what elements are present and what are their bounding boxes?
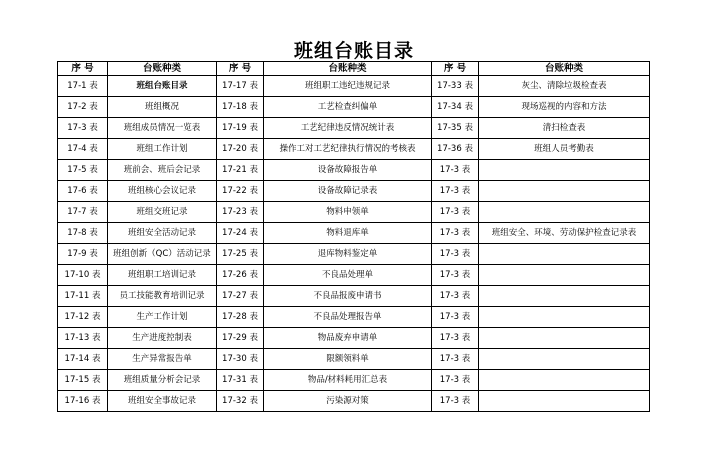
serial-cell: 17-3 表 (432, 244, 479, 265)
table-row (58, 97, 650, 118)
table-row (58, 181, 650, 202)
serial-cell: 17-3 表 (432, 370, 479, 391)
ledger-type-cell: 物品废弃申请单 (264, 328, 432, 349)
serial-cell: 17-29 表 (217, 328, 264, 349)
ledger-type-cell: 班组台账目录 (108, 76, 217, 97)
serial-cell: 17-3 表 (432, 286, 479, 307)
serial-cell: 17-2 表 (58, 97, 108, 118)
serial-cell: 17-23 表 (217, 202, 264, 223)
serial-cell: 17-3 表 (432, 391, 479, 412)
table-row (58, 286, 650, 307)
ledger-type-cell: 班组安全事故记录 (108, 391, 217, 412)
ledger-type-cell: 现场巡视的内容和方法 (479, 97, 650, 118)
serial-cell: 17-28 表 (217, 307, 264, 328)
header-serial: 序 号 (432, 62, 479, 76)
ledger-type-cell (479, 391, 650, 412)
serial-cell: 17-10 表 (58, 265, 108, 286)
serial-cell: 17-24 表 (217, 223, 264, 244)
serial-cell: 17-6 表 (58, 181, 108, 202)
ledger-type-cell (479, 286, 650, 307)
ledger-type-cell (479, 265, 650, 286)
header-ledger-type: 台账种类 (108, 62, 217, 76)
serial-cell: 17-4 表 (58, 139, 108, 160)
serial-cell: 17-3 表 (432, 328, 479, 349)
serial-cell: 17-5 表 (58, 160, 108, 181)
ledger-type-cell: 限额领料单 (264, 349, 432, 370)
ledger-type-cell (479, 307, 650, 328)
serial-cell: 17-30 表 (217, 349, 264, 370)
header-ledger-type: 台账种类 (479, 62, 650, 76)
serial-cell: 17-32 表 (217, 391, 264, 412)
ledger-type-cell: 生产进度控制表 (108, 328, 217, 349)
serial-cell: 17-27 表 (217, 286, 264, 307)
serial-cell: 17-26 表 (217, 265, 264, 286)
ledger-type-cell: 不良品处理报告单 (264, 307, 432, 328)
serial-cell: 17-25 表 (217, 244, 264, 265)
serial-cell: 17-8 表 (58, 223, 108, 244)
serial-cell: 17-12 表 (58, 307, 108, 328)
table-row (58, 160, 650, 181)
header-ledger-type: 台账种类 (264, 62, 432, 76)
ledger-type-cell (479, 160, 650, 181)
ledger-type-cell: 操作工对工艺纪律执行情况的考核表 (264, 139, 432, 160)
ledger-type-cell: 工艺纪律违反情况统计表 (264, 118, 432, 139)
ledger-type-cell: 物品/材料耗用汇总表 (264, 370, 432, 391)
table-row (58, 349, 650, 370)
serial-cell: 17-19 表 (217, 118, 264, 139)
ledger-type-cell (479, 202, 650, 223)
serial-cell: 17-3 表 (432, 223, 479, 244)
ledger-type-cell: 班组人员考勤表 (479, 139, 650, 160)
table-row (58, 118, 650, 139)
serial-cell: 17-18 表 (217, 97, 264, 118)
serial-cell: 17-31 表 (217, 370, 264, 391)
serial-cell: 17-13 表 (58, 328, 108, 349)
ledger-type-cell: 生产异常报告单 (108, 349, 217, 370)
header-serial: 序 号 (58, 62, 108, 76)
ledger-type-cell: 物料申领单 (264, 202, 432, 223)
serial-cell: 17-1 表 (58, 76, 108, 97)
table-row (58, 139, 650, 160)
ledger-type-cell: 物料退库单 (264, 223, 432, 244)
table-row (58, 391, 650, 412)
serial-cell: 17-14 表 (58, 349, 108, 370)
ledger-type-cell: 员工技能教育培训记录 (108, 286, 217, 307)
serial-cell: 17-3 表 (432, 265, 479, 286)
ledger-type-cell (479, 181, 650, 202)
serial-cell: 17-3 表 (432, 307, 479, 328)
serial-cell: 17-11 表 (58, 286, 108, 307)
ledger-type-cell: 班组创新（QC）活动记录 (108, 244, 217, 265)
serial-cell: 17-36 表 (432, 139, 479, 160)
table-row (58, 244, 650, 265)
ledger-type-cell: 设备故障记录表 (264, 181, 432, 202)
table-row (58, 202, 650, 223)
serial-cell: 17-33 表 (432, 76, 479, 97)
ledger-type-cell: 班组交班记录 (108, 202, 217, 223)
ledger-type-cell: 不良品报废申请书 (264, 286, 432, 307)
serial-cell: 17-3 表 (432, 160, 479, 181)
ledger-type-cell: 生产工作计划 (108, 307, 217, 328)
serial-cell: 17-17 表 (217, 76, 264, 97)
serial-cell: 17-22 表 (217, 181, 264, 202)
header-row (58, 62, 650, 76)
serial-cell: 17-15 表 (58, 370, 108, 391)
page-title: 班组台账目录 (293, 40, 414, 62)
serial-cell: 17-3 表 (432, 202, 479, 223)
table-body (58, 76, 650, 412)
table-row (58, 223, 650, 244)
ledger-type-cell (479, 328, 650, 349)
table-row (58, 307, 650, 328)
table-row (58, 328, 650, 349)
table-row (58, 76, 650, 97)
serial-cell: 17-20 表 (217, 139, 264, 160)
ledger-type-cell: 班组概况 (108, 97, 217, 118)
serial-cell: 17-3 表 (58, 118, 108, 139)
ledger-type-cell: 班组核心会议记录 (108, 181, 217, 202)
ledger-type-cell (479, 244, 650, 265)
header-serial: 序 号 (217, 62, 264, 76)
serial-cell: 17-3 表 (432, 349, 479, 370)
ledger-table (57, 61, 650, 412)
serial-cell: 17-16 表 (58, 391, 108, 412)
ledger-type-cell: 班组职工违纪违规记录 (264, 76, 432, 97)
serial-cell: 17-9 表 (58, 244, 108, 265)
ledger-type-cell: 工艺检查纠偏单 (264, 97, 432, 118)
ledger-type-cell: 班组质量分析会记录 (108, 370, 217, 391)
serial-cell: 17-34 表 (432, 97, 479, 118)
serial-cell: 17-21 表 (217, 160, 264, 181)
ledger-type-cell: 班前会、班后会记录 (108, 160, 217, 181)
table-row (58, 265, 650, 286)
ledger-type-cell (479, 370, 650, 391)
ledger-type-cell: 班组工作计划 (108, 139, 217, 160)
ledger-type-cell: 班组安全活动记录 (108, 223, 217, 244)
ledger-type-cell: 退库物料鉴定单 (264, 244, 432, 265)
ledger-type-cell: 清扫检查表 (479, 118, 650, 139)
serial-cell: 17-7 表 (58, 202, 108, 223)
ledger-type-cell: 班组职工培训记录 (108, 265, 217, 286)
ledger-type-cell: 污染源对策 (264, 391, 432, 412)
table-row (58, 370, 650, 391)
ledger-type-cell: 设备故障报告单 (264, 160, 432, 181)
ledger-type-cell: 不良品处理单 (264, 265, 432, 286)
serial-cell: 17-35 表 (432, 118, 479, 139)
ledger-type-cell (479, 349, 650, 370)
ledger-type-cell: 班组成员情况一览表 (108, 118, 217, 139)
ledger-type-cell: 班组安全、环境、劳动保护检查记录表 (479, 223, 650, 244)
ledger-type-cell: 灰尘、清除垃圾检查表 (479, 76, 650, 97)
serial-cell: 17-3 表 (432, 181, 479, 202)
